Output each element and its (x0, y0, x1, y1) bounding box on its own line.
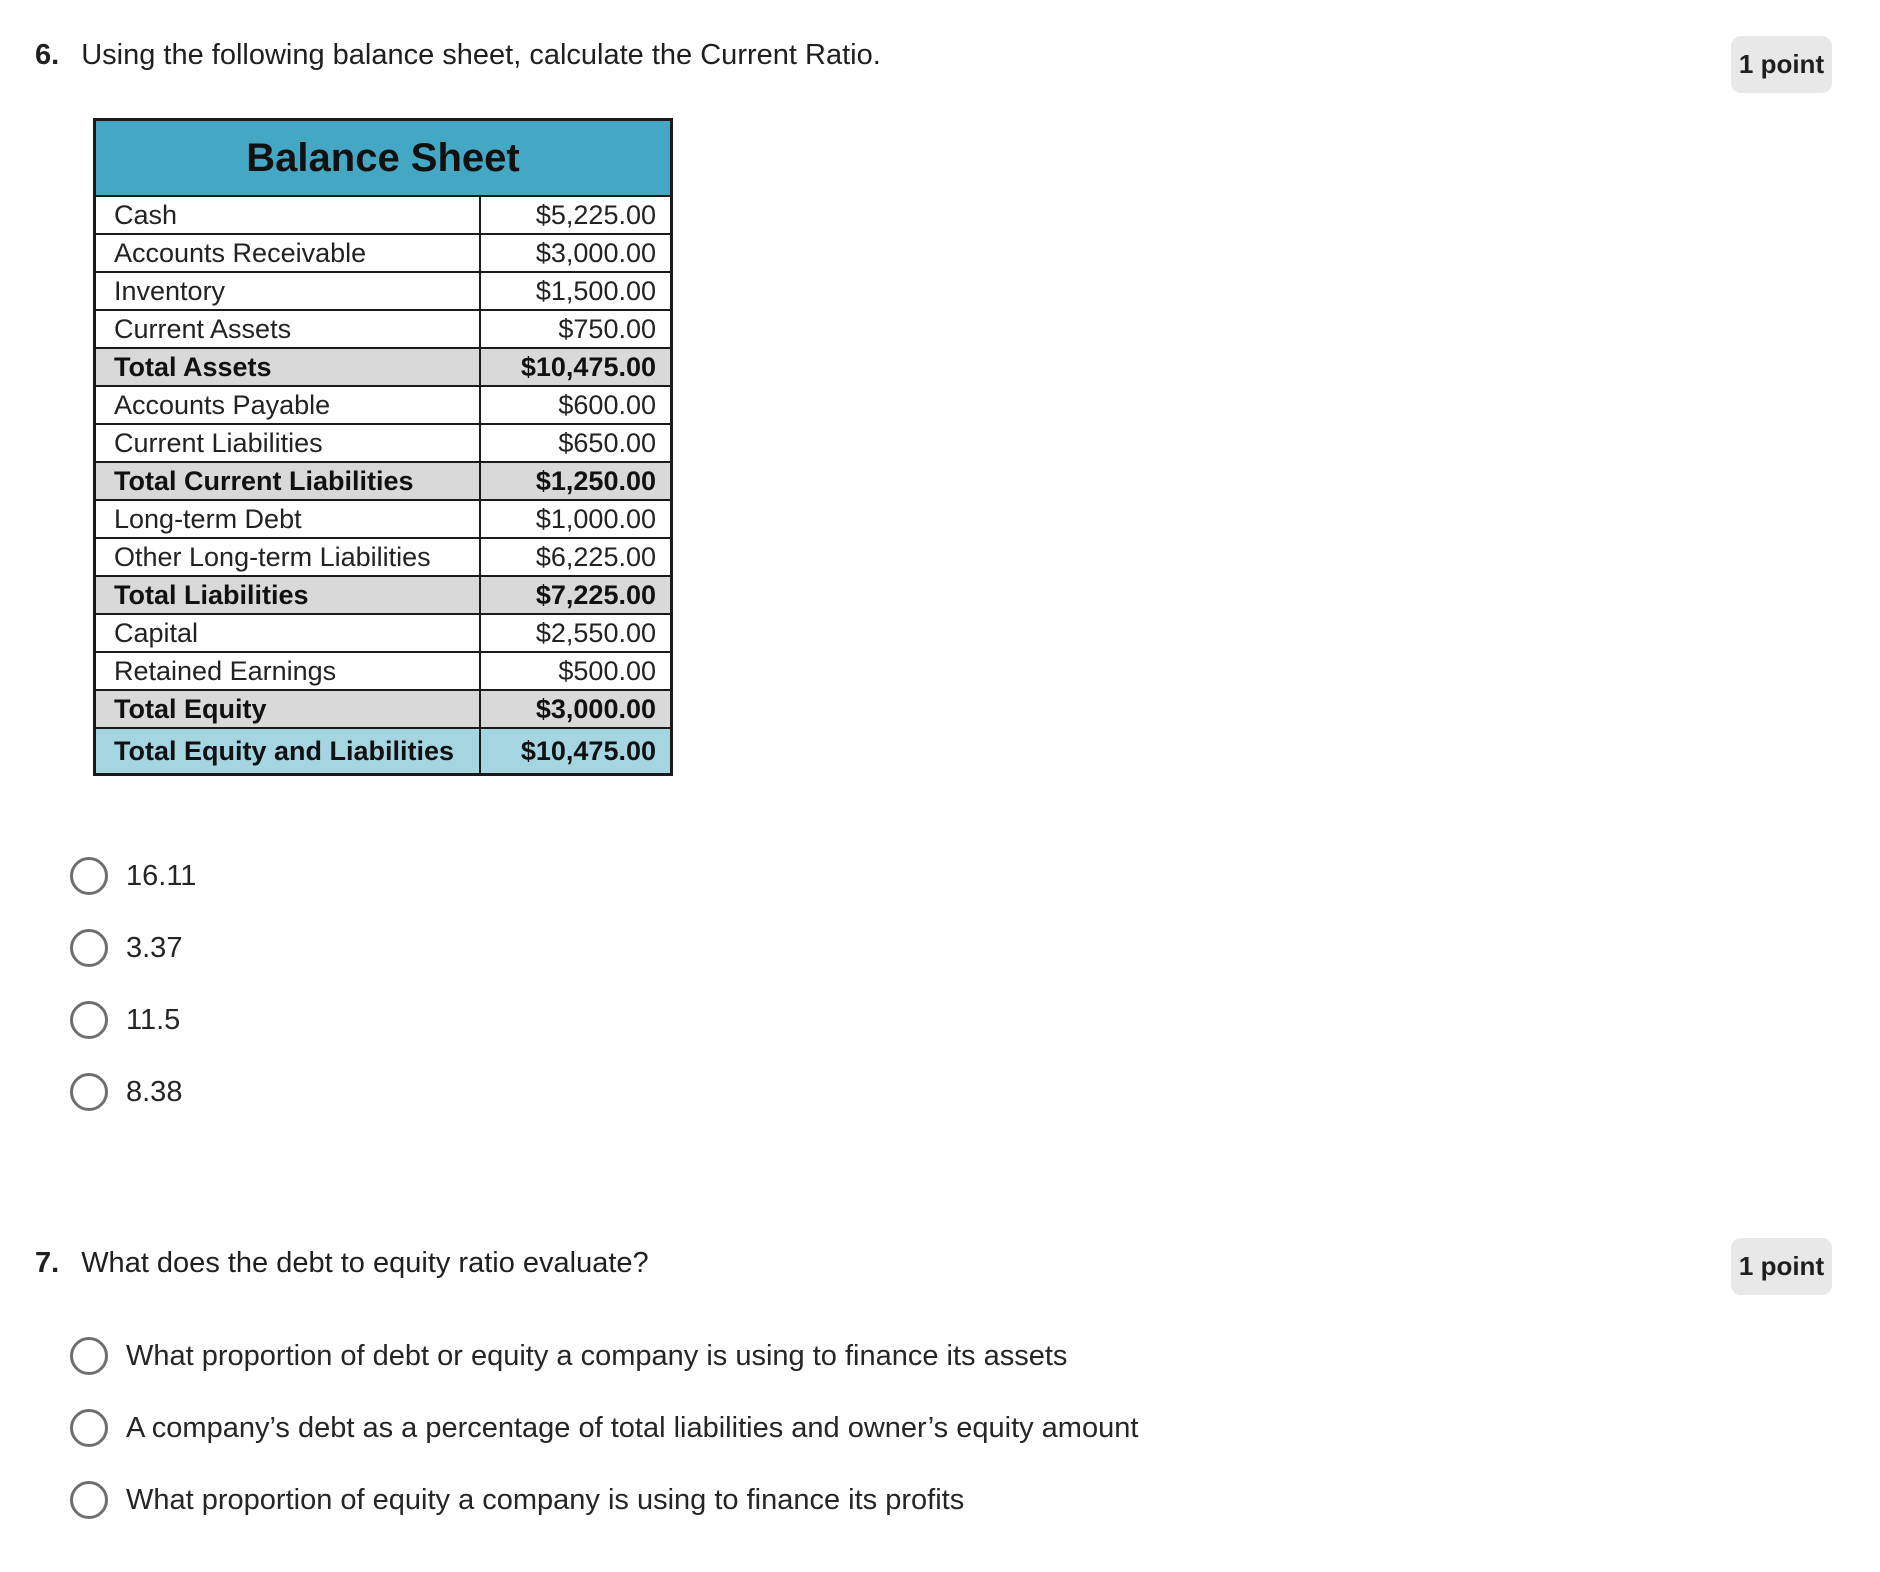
balance-sheet-row (95, 500, 672, 538)
answer-option-label[interactable]: 16.11 (126, 859, 197, 892)
balance-sheet-row (95, 728, 672, 775)
balance-sheet-table (93, 118, 673, 776)
balance-sheet-row (95, 690, 672, 728)
balance-sheet-row-label: Inventory (95, 272, 480, 310)
question-text: What does the debt to equity ratio evaluate? (81, 1247, 649, 1279)
balance-sheet-row-label: Current Assets (95, 310, 480, 348)
balance-sheet-row-value: $1,000.00 (480, 500, 672, 538)
balance-sheet-row-label: Capital (95, 614, 480, 652)
answer-option[interactable] (70, 1000, 196, 1040)
radio-button-icon[interactable] (70, 1481, 108, 1519)
balance-sheet-row-label: Accounts Receivable (95, 234, 480, 272)
balance-sheet-row-value: $600.00 (480, 386, 672, 424)
answer-option[interactable] (70, 1336, 1138, 1376)
radio-button-icon[interactable] (70, 1073, 108, 1111)
balance-sheet-title: Balance Sheet (95, 120, 672, 197)
radio-button-icon[interactable] (70, 1001, 108, 1039)
points-badge: 1 point (1731, 1238, 1832, 1295)
balance-sheet-row (95, 272, 672, 310)
balance-sheet-row (95, 538, 672, 576)
balance-sheet-row-label: Other Long-term Liabilities (95, 538, 480, 576)
points-badge: 1 point (1731, 36, 1832, 93)
balance-sheet-row (95, 196, 672, 234)
answer-option[interactable] (70, 928, 196, 968)
balance-sheet-row-value: $750.00 (480, 310, 672, 348)
answer-option[interactable] (70, 1480, 1138, 1520)
answer-option-label[interactable]: 3.37 (126, 931, 183, 964)
answer-option-label[interactable]: What proportion of equity a company is using to finance its profits (126, 1483, 965, 1516)
answer-option[interactable] (70, 1408, 1138, 1448)
balance-sheet-row-value: $1,500.00 (480, 272, 672, 310)
balance-sheet-row (95, 652, 672, 690)
radio-button-icon[interactable] (70, 1409, 108, 1447)
balance-sheet-row-value: $2,550.00 (480, 614, 672, 652)
question-7-options (70, 1336, 1138, 1552)
balance-sheet-row (95, 310, 672, 348)
balance-sheet-row-value: $5,225.00 (480, 196, 672, 234)
balance-sheet-row (95, 348, 672, 386)
balance-sheet-row-value: $7,225.00 (480, 576, 672, 614)
balance-sheet-row (95, 234, 672, 272)
radio-button-icon[interactable] (70, 857, 108, 895)
question-text: Using the following balance sheet, calculate the Current Ratio. (81, 39, 881, 71)
balance-sheet-row-value: $10,475.00 (480, 348, 672, 386)
balance-sheet-row-label: Total Equity and Liabilities (95, 728, 480, 775)
balance-sheet-row-label: Retained Earnings (95, 652, 480, 690)
balance-sheet-row (95, 614, 672, 652)
answer-option[interactable] (70, 1072, 196, 1112)
balance-sheet-row-value: $6,225.00 (480, 538, 672, 576)
question-number: 6. (35, 39, 60, 71)
question-6-options (70, 856, 196, 1144)
question-number: 7. (35, 1247, 60, 1279)
balance-sheet-row-label: Total Equity (95, 690, 480, 728)
balance-sheet-row-value: $3,000.00 (480, 690, 672, 728)
question-7-header (35, 1244, 649, 1282)
balance-sheet-row-label: Long-term Debt (95, 500, 480, 538)
balance-sheet-row (95, 462, 672, 500)
radio-button-icon[interactable] (70, 929, 108, 967)
balance-sheet-row-label: Total Current Liabilities (95, 462, 480, 500)
radio-button-icon[interactable] (70, 1337, 108, 1375)
balance-sheet-row-label: Accounts Payable (95, 386, 480, 424)
balance-sheet-row-label: Current Liabilities (95, 424, 480, 462)
balance-sheet-body (95, 196, 672, 775)
balance-sheet-row-value: $3,000.00 (480, 234, 672, 272)
balance-sheet-row (95, 386, 672, 424)
balance-sheet-row-label: Total Liabilities (95, 576, 480, 614)
balance-sheet-row-value: $650.00 (480, 424, 672, 462)
balance-sheet-header-row (95, 120, 672, 197)
answer-option[interactable] (70, 856, 196, 896)
answer-option-label[interactable]: A company’s debt as a percentage of total liabilities and owner’s equity amount (126, 1411, 1139, 1444)
answer-option-label[interactable]: 11.5 (126, 1003, 181, 1036)
balance-sheet-row-value: $500.00 (480, 652, 672, 690)
balance-sheet-row-label: Cash (95, 196, 480, 234)
balance-sheet-row (95, 576, 672, 614)
balance-sheet-row-label: Total Assets (95, 348, 480, 386)
balance-sheet-row-value: $1,250.00 (480, 462, 672, 500)
question-6-header (35, 36, 881, 74)
answer-option-label[interactable]: What proportion of debt or equity a company is using to finance its assets (126, 1339, 1068, 1372)
balance-sheet-row (95, 424, 672, 462)
balance-sheet-row-value: $10,475.00 (480, 728, 672, 775)
answer-option-label[interactable]: 8.38 (126, 1075, 183, 1108)
